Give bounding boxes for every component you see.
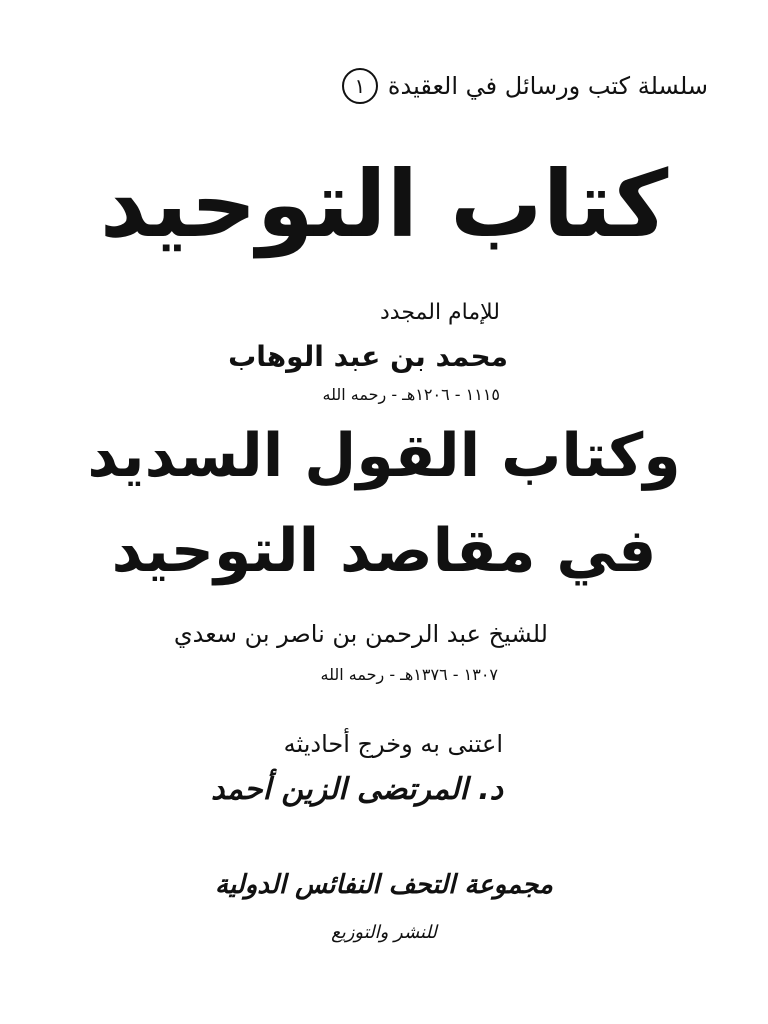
- main-book-title: كتاب التوحيد: [99, 151, 669, 258]
- series-title: سلسلة كتب ورسائل في العقيدة: [387, 72, 708, 100]
- editor-name: د. المرتضى الزين أحمد: [210, 772, 503, 807]
- series-header: [342, 68, 708, 104]
- publisher-subtitle: للنشر والتوزيع: [331, 922, 437, 943]
- second-book-title-line2: في مقاصد التوحيد: [111, 516, 657, 586]
- author1-name: محمد بن عبد الوهاب: [228, 340, 508, 373]
- author1-label: للإمام المجدد: [379, 300, 500, 325]
- second-book-title-line1: وكتاب القول السديد: [87, 421, 681, 491]
- author2-name: للشيخ عبد الرحمن بن ناصر بن سعدي: [173, 620, 548, 648]
- author1-dates: ١١١٥ - ١٢٠٦هـ - رحمه الله: [322, 385, 500, 404]
- editor-label: اعتنى به وخرج أحاديثه: [283, 730, 503, 758]
- series-number-badge: ١: [342, 68, 378, 104]
- publisher-name: مجموعة التحف النفائس الدولية: [215, 870, 553, 900]
- author2-dates: ١٣٠٧ - ١٣٧٦هـ - رحمه الله: [320, 665, 498, 684]
